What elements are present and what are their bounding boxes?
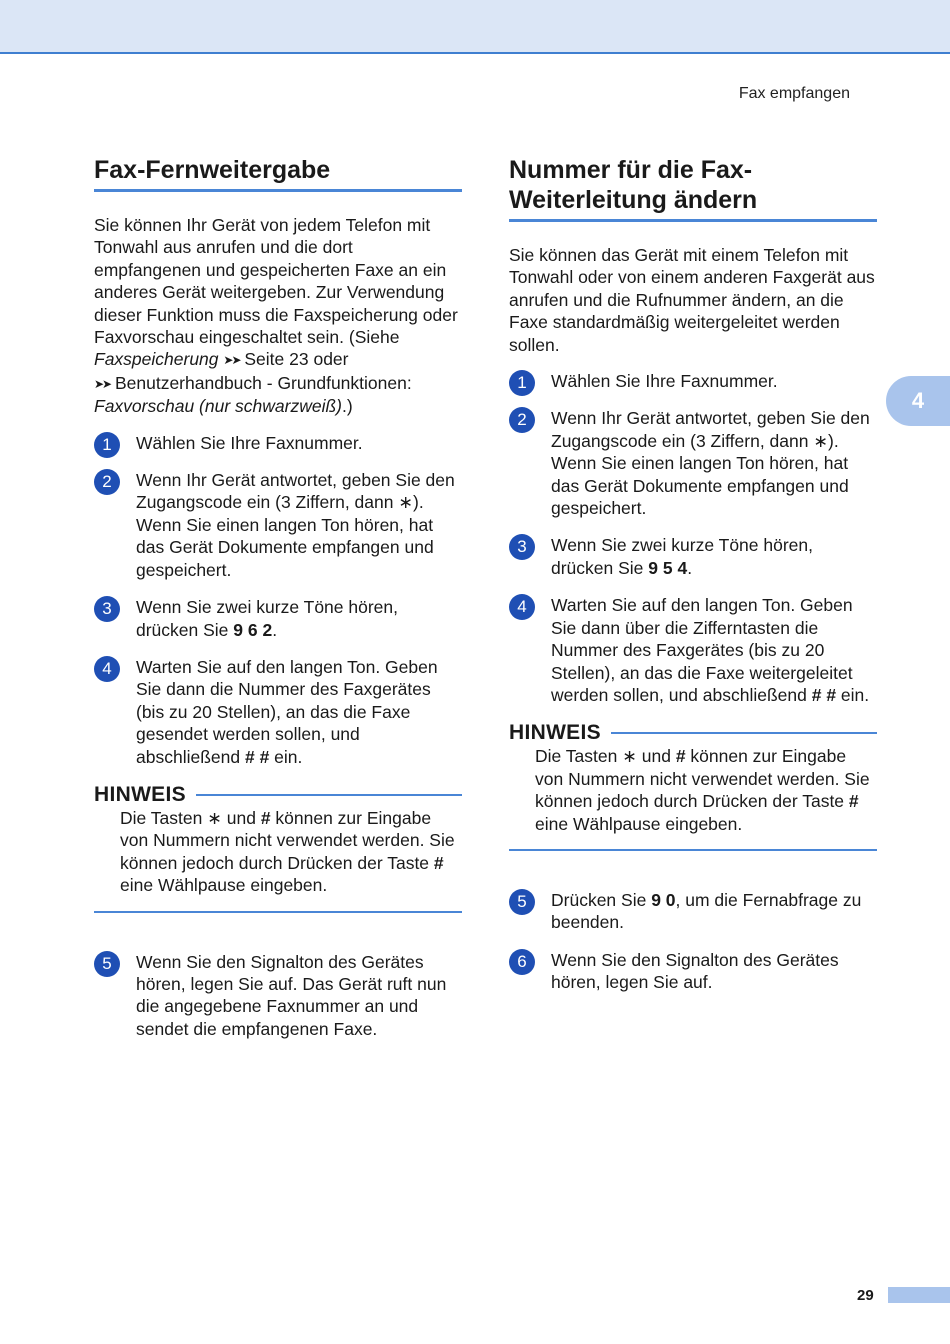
note-rule: [611, 732, 877, 734]
step-text: Warten Sie auf den langen Ton. Geben Sie dann über die Zifferntasten die Nummer des Faxgerätes (bis zu 20 Stellen), an das die Faxe weitergeleitet werden sollen, und abschließend: [551, 595, 853, 705]
step-number-icon: 3: [94, 596, 120, 622]
step-3: [509, 534, 877, 579]
step-text: Wählen Sie Ihre Faxnummer.: [551, 371, 778, 392]
note-text-part: Die Tasten ∗ und: [120, 807, 261, 828]
step-1: [94, 432, 462, 454]
intro-text: Seite 23 oder: [239, 349, 349, 370]
double-arrow-icon: ➤➤: [223, 353, 240, 368]
step-text: Wählen Sie Ihre Faxnummer.: [136, 432, 363, 453]
key-sequence: # #: [811, 684, 837, 705]
step-1: [509, 370, 877, 392]
step-6: [509, 949, 877, 994]
step-text: Wenn Sie zwei kurze Töne hören, drücken Sie: [551, 535, 813, 578]
note-text: [94, 807, 462, 897]
key-sequence: 9 6 2: [233, 619, 273, 640]
intro-text: Sie können Ihr Gerät von jedem Telefon mit Tonwahl aus anrufen und die dort empfangenen und gespeicherten Faxe an ein anderes Gerät weitergeben. Zur Verwendung dieser Funktion muss die Faxspeicherung oder Faxvorschau eingeschaltet sein. (Siehe: [94, 215, 458, 348]
step-text: ein.: [836, 684, 870, 705]
step-number-icon: 2: [509, 407, 535, 433]
key-sequence: 9 5 4: [648, 557, 688, 578]
hash-key: #: [433, 852, 444, 873]
step-number-icon: 1: [509, 370, 535, 396]
step-text: .: [272, 619, 278, 640]
hash-key: #: [675, 746, 686, 767]
step-text: Drücken Sie: [551, 889, 652, 910]
step-text: Wenn Ihr Gerät antwortet, geben Sie den Zugangscode ein (3 Ziffern, dann ∗). Wenn Sie einen langen Ton hören, hat das Gerät Dokumente empfangen und gespeichert.: [551, 408, 870, 519]
note-title: HINWEIS: [94, 782, 186, 806]
note-header: [94, 783, 462, 807]
step-number-icon: 2: [94, 469, 120, 495]
step-text: .: [687, 557, 693, 578]
note-text-part: eine Wählpause eingeben.: [535, 813, 743, 834]
note-box: [509, 721, 877, 851]
hash-key: #: [260, 807, 271, 828]
chapter-tab: 4: [886, 376, 950, 426]
step-2: [94, 469, 462, 581]
step-3: [94, 596, 462, 641]
step-text: ein.: [269, 746, 303, 767]
link-faxspeicherung[interactable]: Faxspeicherung: [94, 349, 219, 370]
note-header: [509, 721, 877, 745]
step-text: Warten Sie auf den langen Ton. Geben Sie dann die Nummer des Faxgerätes (bis zu 20 Stellen), an das die Faxe gesendet werden sollen, und abschließend: [136, 656, 438, 767]
step-text: Wenn Sie zwei kurze Töne hören, drücken Sie: [136, 597, 398, 640]
step-5: [509, 889, 877, 934]
note-text: [509, 745, 877, 835]
step-5: [94, 951, 462, 1041]
intro-text: .): [341, 396, 353, 417]
step-number-icon: 1: [94, 432, 120, 458]
step-text: Wenn Sie den Signalton des Gerätes hören, legen Sie auf.: [551, 949, 839, 993]
step-4: [509, 594, 877, 706]
intro-text: Benutzerhandbuch - Grundfunktionen:: [110, 372, 412, 393]
hash-key: #: [848, 791, 859, 812]
section-title-remote-forwarding: Fax-Fernweitergabe: [94, 155, 462, 192]
note-text-part: können zur Eingabe von Nummern nicht verwendet werden. Sie können jedoch durch Drücken der Taste: [120, 807, 455, 873]
step-number-icon: 6: [509, 949, 535, 975]
step-text: , um die Fernabfrage zu beenden.: [551, 889, 862, 933]
running-header: Fax empfangen: [738, 85, 850, 102]
step-number-icon: 4: [94, 656, 120, 682]
right-column: [509, 155, 877, 1009]
key-sequence: 9 0: [651, 889, 676, 910]
section-title-change-number: Nummer für die Fax-Weiterleitung ändern: [509, 155, 877, 222]
footer-band: [888, 1287, 950, 1303]
note-rule: [196, 794, 462, 796]
step-number-icon: 4: [509, 594, 535, 620]
intro-paragraph: [94, 214, 462, 418]
note-title: HINWEIS: [509, 721, 601, 745]
note-text-part: eine Wählpause eingeben.: [120, 875, 328, 896]
page-number: 29: [857, 1287, 874, 1304]
intro-paragraph: Sie können das Gerät mit einem Telefon mit Tonwahl oder von einem anderen Faxgerät aus anrufen und die Rufnummer ändern, an die Faxe standardmäßig weitergeleitet werden sollen.: [509, 245, 875, 355]
step-4: [94, 656, 462, 768]
note-box: [94, 783, 462, 913]
step-number-icon: 5: [94, 951, 120, 977]
key-sequence: # #: [244, 746, 270, 767]
header-band: [0, 0, 950, 54]
step-number-icon: 3: [509, 534, 535, 560]
step-text: Wenn Ihr Gerät antwortet, geben Sie den Zugangscode ein (3 Ziffern, dann ∗). Wenn Sie einen langen Ton hören, hat das Gerät Dokumente empfangen und gespeichert.: [136, 470, 455, 580]
step-number-icon: 5: [509, 889, 535, 915]
step-text: Wenn Sie den Signalton des Gerätes hören, legen Sie auf. Das Gerät ruft nun die angegebene Faxnummer an und sendet die empfangenen Faxe.: [136, 951, 447, 1039]
left-column: [94, 155, 462, 1055]
note-text-part: Die Tasten ∗ und: [535, 746, 676, 767]
note-text-part: können zur Eingabe von Nummern nicht verwendet werden. Sie können jedoch durch Drücken der Taste: [535, 746, 870, 812]
link-faxvorschau[interactable]: Faxvorschau (nur schwarzweiß): [94, 396, 342, 417]
step-2: [509, 407, 877, 519]
double-arrow-icon: ➤➤: [94, 376, 111, 391]
